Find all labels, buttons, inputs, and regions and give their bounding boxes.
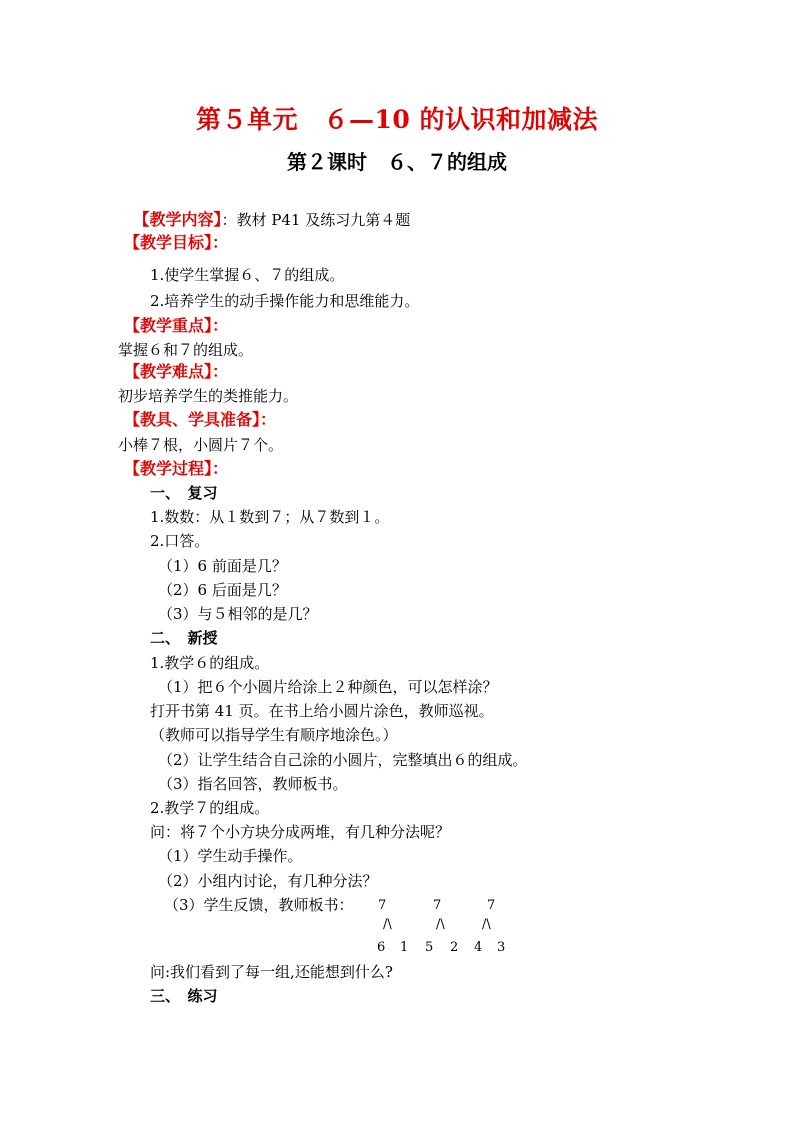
review-item: （2）6 后面是几？ [158,581,287,599]
board-part-number: 1 [400,940,409,955]
board-part-number: 3 [497,940,506,955]
section-new-lesson: 二、 新授 [150,629,218,647]
teach-item: 问：将７个小方块分成两堆，有几种分法呢？ [150,823,451,841]
content-text: ：教材 P41 及练习九第４题 [221,211,411,229]
board-part-number: 6 [377,940,386,955]
review-item: （3）与５相邻的是几？ [158,605,318,623]
goals-label: 【教学目标】： [124,233,229,252]
board-branch: /\ [436,917,445,932]
teach-item: （2）让学生结合自己涂的小圆片，完整填出６的组成。 [158,751,528,769]
key-label: 【教学重点】： [124,316,229,335]
board-part-number: 2 [450,940,459,955]
review-item: （1）6 前面是几？ [158,557,287,575]
teach-item: 打开书第 41 页。在书上给小圆片涂色，教师巡视。 [150,702,494,720]
teach-item: 1.教学６的组成。 [150,654,270,672]
board-branch: /\ [482,917,491,932]
tools-text: 小棒７根，小圆片７个。 [118,436,284,454]
board-top-number: 7 [433,898,442,913]
teach-item: （1）学生动手操作。 [158,847,303,865]
difficulty-label: 【教学难点】： [124,362,229,381]
goal-item: 2.培养学生的动手操作能力和思维能力。 [150,292,420,310]
teach-item: （2）小组内讨论，有几种分法？ [158,872,378,890]
board-branch: /\ [383,917,392,932]
section-practice: 三、 练习 [150,987,218,1005]
goal-item: 1.使学生掌握６、７的组成。 [150,266,345,284]
teach-item: （1）把６个小圆片给涂上２种颜色，可以怎样涂？ [158,678,498,696]
question-line: 问:我们看到了每一组,还能想到什么? [150,963,393,981]
board-top-number: 7 [487,898,496,913]
teach-item: 2.教学７的组成。 [150,799,270,817]
teach-item: （3）指名回答，教师板书。 [158,775,348,793]
content-row [124,190,410,230]
difficulty-text: 初步培养学生的类推能力。 [118,387,299,405]
section-review: 一、 复习 [150,484,218,502]
tools-label: 【教具、学具准备】： [124,410,277,429]
teach-item: （教师可以指导学生有顺序地涂色。） [150,726,398,744]
feedback-line: （3）学生反馈，教师板书： [164,896,354,914]
review-item: 1.数数：从１数到７；从７数到１。 [150,508,390,526]
review-item: 2.口答。 [150,532,210,550]
board-part-number: 5 [425,940,434,955]
lesson-unit-title: 第５单元 ６—10 的认识和加减法 [196,105,598,134]
board-top-number: 7 [378,898,387,913]
lesson-subtitle: 第２课时 ６、７的组成 [287,150,507,174]
key-text: 掌握６和７的组成。 [118,341,254,359]
board-part-number: 4 [474,940,483,955]
process-label: 【教学过程】： [124,459,229,478]
content-label: 【教学内容】 [133,210,222,229]
